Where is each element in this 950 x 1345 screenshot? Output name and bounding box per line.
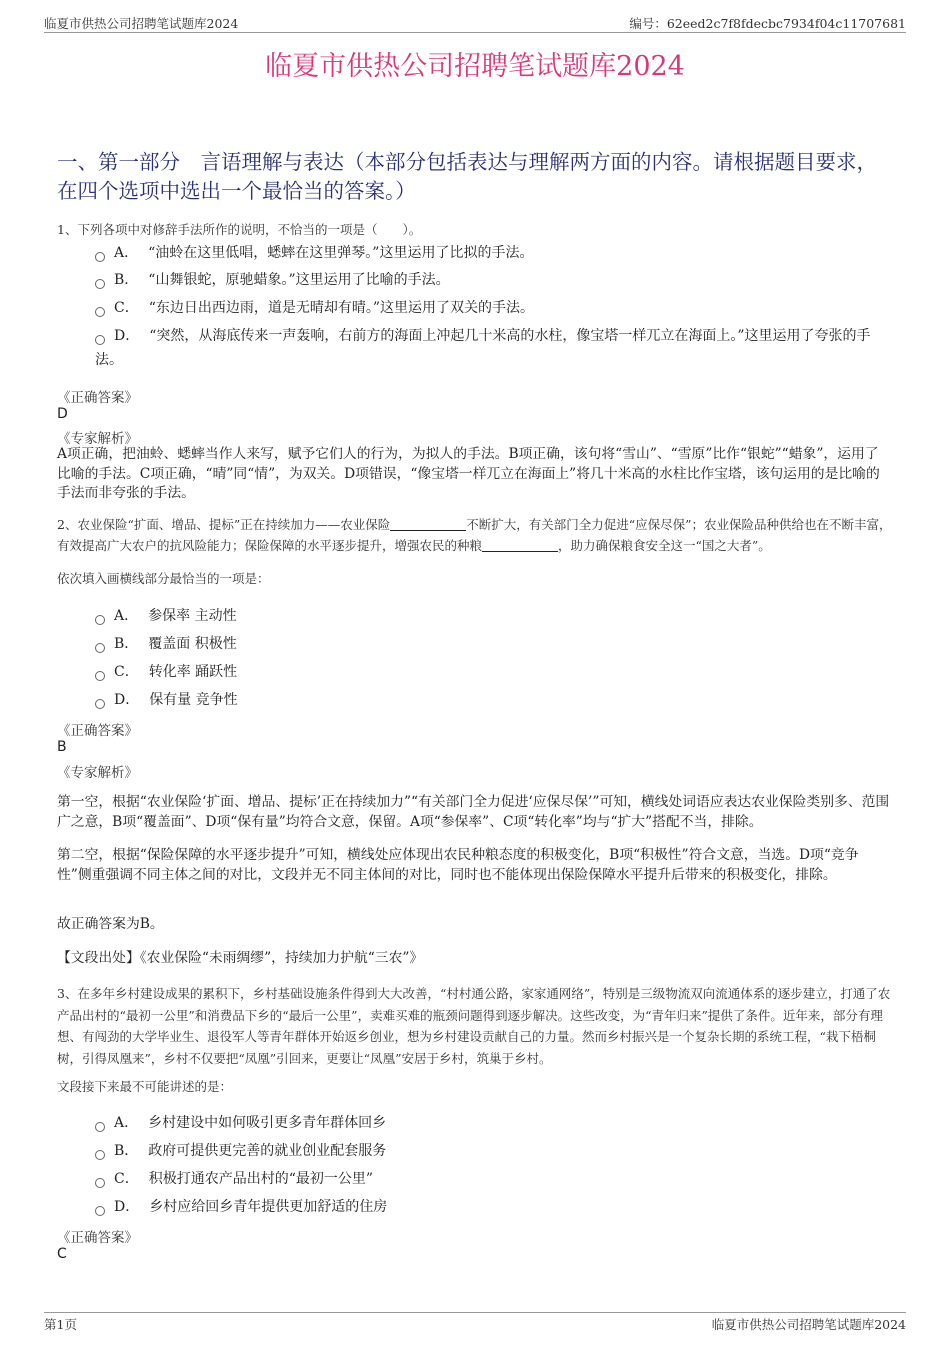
q2-source: 【文段出处】《农业保险“未雨绸缪”，持续加力护航“三农”》 bbox=[57, 950, 424, 966]
radio-icon[interactable] bbox=[95, 252, 105, 262]
footer-doc-title: 临夏市供热公司招聘笔试题库2024 bbox=[711, 1317, 906, 1332]
page-header bbox=[44, 14, 906, 33]
radio-icon[interactable] bbox=[95, 1178, 105, 1188]
q2-analysis-2: 第二空，根据“保险保障的水平逐步提升”可知，横线处应体现出农民种粮态度的积极变化，B项“积极性”符合文意，当选。D项“竞争性”侧重强调不同主体之间的对比，文段并无不同主体间的对比，同时也不能体现出保险保障水平提升后带来的积极变化，排除。 bbox=[57, 847, 859, 883]
q1-option-b[interactable]: B． “山舞银蛇，原驰蜡象。”这里运用了比喻的手法。 bbox=[95, 268, 890, 292]
q1-analysis: A项正确，把油蛉、蟋蟀当作人来写，赋予它们人的行为，为拟人的手法。B项正确，该句将“雪山”、“雪原”比作“银蛇”“蜡象”，运用了比喻的手法。C项正确，“晴”同“情”，为双关。D项错误，“像宝塔一样兀立在海面上”将几十米高的水柱比作宝塔，该句运用的是比喻的手法而非夸张的手法。 bbox=[57, 446, 880, 501]
radio-icon[interactable] bbox=[95, 1206, 105, 1216]
q2-answer-label: 《正确答案》 bbox=[57, 723, 138, 739]
radio-icon[interactable] bbox=[95, 699, 105, 709]
question-1-stem: 1、下列各项中对修辞手法所作的说明，不恰当的一项是（ ）。 bbox=[57, 222, 422, 237]
q1-analysis-label: 《专家解析》 bbox=[57, 431, 138, 447]
header-doc-id: 编号：62eed2c7f8fdecbc7934f04c11707681 bbox=[629, 16, 906, 31]
q1-option-c[interactable]: C． “东边日出西边雨，道是无晴却有晴。”这里运用了双关的手法。 bbox=[95, 296, 890, 320]
radio-icon[interactable] bbox=[95, 1150, 105, 1160]
page-title: 临夏市供热公司招聘笔试题库2024 bbox=[265, 51, 685, 82]
radio-icon[interactable] bbox=[95, 307, 105, 317]
q1-answer: D bbox=[57, 406, 68, 422]
q2-conclusion: 故正确答案为B。 bbox=[57, 916, 164, 932]
q2-option-a[interactable]: A． 参保率 主动性 bbox=[95, 604, 890, 628]
section-heading: 一、第一部分 言语理解与表达（本部分包括表达与理解两方面的内容。请根据题目要求，在四个选项中选出一个最恰当的答案。） bbox=[57, 150, 877, 203]
q2-option-d[interactable]: D． 保有量 竞争性 bbox=[95, 688, 890, 712]
page-number: 第1页 bbox=[44, 1317, 77, 1332]
header-doc-title: 临夏市供热公司招聘笔试题库2024 bbox=[44, 16, 239, 31]
radio-icon[interactable] bbox=[95, 279, 105, 289]
radio-icon[interactable] bbox=[95, 335, 105, 345]
q2-option-b[interactable]: B． 覆盖面 积极性 bbox=[95, 632, 890, 656]
q2-analysis-label: 《专家解析》 bbox=[57, 765, 138, 781]
q3-option-b[interactable]: B． 政府可提供更完善的就业创业配套服务 bbox=[95, 1139, 890, 1163]
radio-icon[interactable] bbox=[95, 1122, 105, 1132]
q3-answer-label: 《正确答案》 bbox=[57, 1230, 138, 1246]
radio-icon[interactable] bbox=[95, 615, 105, 625]
q3-answer: C bbox=[57, 1246, 67, 1262]
q3-option-c[interactable]: C． 积极打通农产品出村的“最初一公里” bbox=[95, 1167, 890, 1191]
q1-answer-label: 《正确答案》 bbox=[57, 390, 138, 406]
question-2-stem: 2、农业保险“扩面、增品、提标”正在持续加力——农业保险 不断扩大，有关部门全力促进“应保尽保”；农业保险品种供给也在不断丰富，有效提高广大农户的抗风险能力；保险保障的水平逐步提升，增强农民的种粮 ，助力确保粮食安全这一“国之大者”。 bbox=[57, 517, 892, 553]
question-3-stem: 3、在多年乡村建设成果的累积下，乡村基础设施条件得到大大改善，“村村通公路，家家通网络”，特别是三级物流双向流通体系的逐步建立，打通了农产品出村的“最初一公里”和消费品下乡的“最后一公里”，卖难买难的瓶颈问题得到逐步解决。这些改变，为“青年归来”提供了条件。近年来，部分有理想、有闯劲的大学毕业生、退役军人等青年群体开始返乡创业，想为乡村建设贡献自己的力量。然而乡村振兴是一个复杂长期的系统工程，“栽下梧桐树，引得凤凰来”，乡村不仅要把“凤凰”引回来，更要让“凤凰”安居于乡村，筑巢于乡村。 bbox=[57, 986, 891, 1066]
radio-icon[interactable] bbox=[95, 643, 105, 653]
q3-option-d[interactable]: D． 乡村应给回乡青年提供更加舒适的住房 bbox=[95, 1195, 890, 1219]
q1-option-d[interactable]: D． “突然，从海底传来一声轰响，右前方的海面上冲起几十米高的水柱，像宝塔一样兀立在海面上。”这里运用了夸张的手法。 bbox=[95, 328, 871, 368]
page-footer bbox=[44, 1312, 906, 1332]
q2-option-c[interactable]: C． 转化率 踊跃性 bbox=[95, 660, 890, 684]
fill-blank bbox=[482, 539, 558, 552]
question-2-prompt: 依次填入画横线部分最恰当的一项是： bbox=[57, 571, 270, 586]
q3-option-a[interactable]: A． 乡村建设中如何吸引更多青年群体回乡 bbox=[95, 1111, 890, 1135]
fill-blank bbox=[390, 518, 466, 531]
q1-option-a[interactable]: A． “油蛉在这里低唱，蟋蟀在这里弹琴。”这里运用了比拟的手法。 bbox=[95, 241, 890, 265]
q2-analysis-1: 第一空，根据“农业保险‘扩面、增品、提标’正在持续加力”“有关部门全力促进‘应保尽保’”可知，横线处词语应表达农业保险类别多、范围广之意，B项“覆盖面”、D项“保有量”均符合文意，保留。A项“参保率”、C项“转化率”均与“扩大”搭配不当，排除。 bbox=[57, 794, 890, 830]
radio-icon[interactable] bbox=[95, 671, 105, 681]
q2-answer: B bbox=[57, 739, 67, 755]
question-3-prompt: 文段接下来最不可能讲述的是： bbox=[57, 1079, 233, 1094]
